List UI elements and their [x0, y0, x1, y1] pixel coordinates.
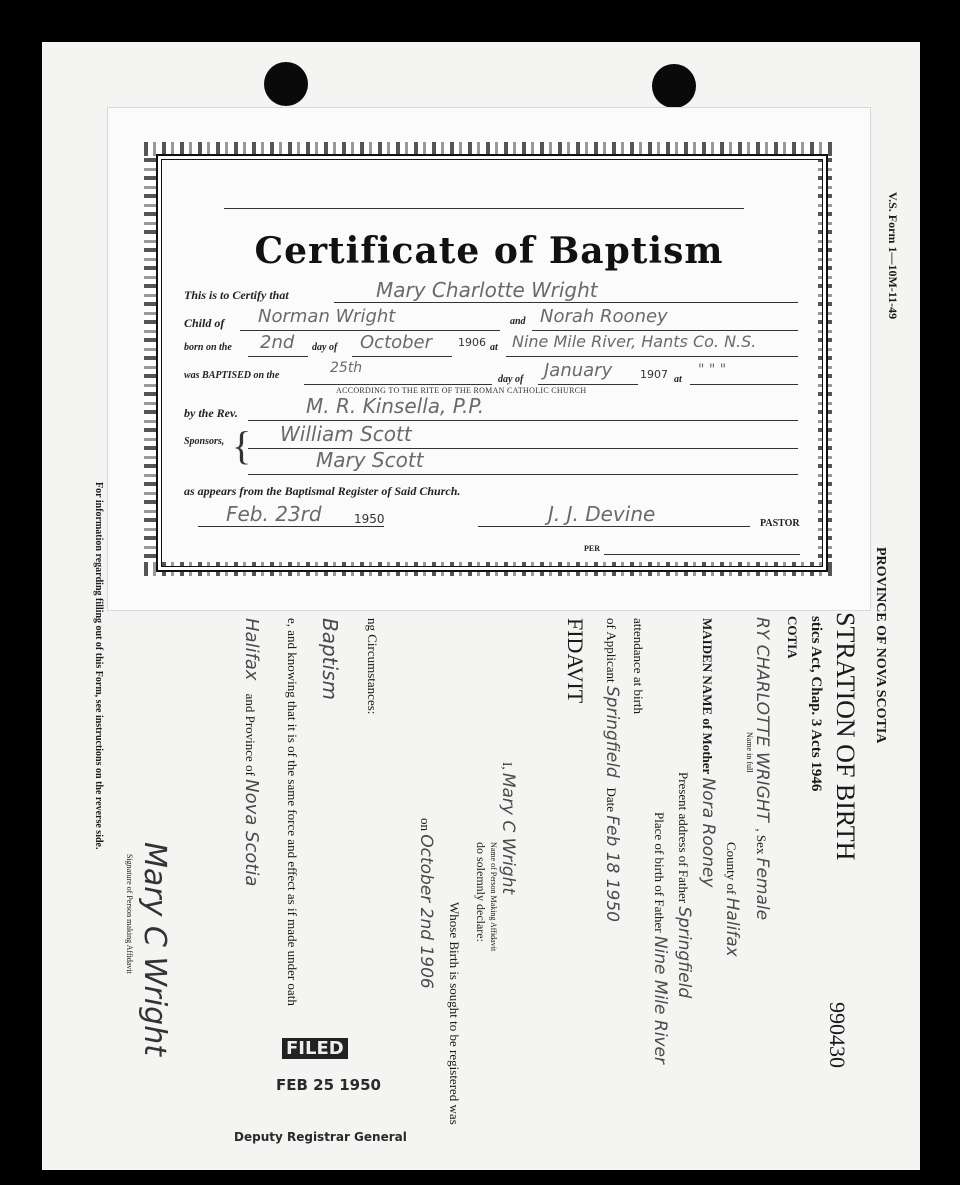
per-line [604, 554, 800, 555]
name-line: RY CHARLOTTE WRIGHT , Sex Female [752, 617, 772, 921]
rev-name: M. R. Kinsella, P.P. [306, 394, 485, 418]
child-of-label: Child of [184, 316, 225, 330]
sponsors-brace: { [232, 423, 252, 468]
serial-number: 990430 [825, 1002, 850, 1068]
baptised-year: 1907 [640, 368, 668, 381]
rev-line [248, 420, 798, 421]
of-applicant-label: of Applicant [604, 618, 619, 683]
place-of-birth-label: Place of birth of Father [652, 812, 667, 933]
affidavit-heading: FIDAVIT [563, 618, 588, 704]
punch-hole-right [652, 64, 696, 108]
born-day-of-label: day of [312, 342, 338, 353]
baptised-place-line [690, 384, 798, 385]
i-label: I, [500, 762, 515, 770]
hand-mother: Nora Rooney [698, 777, 718, 888]
born-year: 1906 [458, 336, 486, 349]
hand-province: Nova Scotia [241, 779, 262, 887]
address-line [674, 772, 694, 998]
attendance-label: attendance at birth [631, 618, 646, 715]
mother-line [698, 618, 718, 887]
born-place-line [506, 356, 798, 357]
circumstances-label: ng Circumstances: [365, 618, 380, 715]
register-label: as appears from the Baptismal Register of Said Church. [184, 484, 461, 498]
signature-label: Signature of Person making Affidavit [125, 854, 134, 974]
issue-date-line [198, 526, 384, 527]
pastor-label: PASTOR [760, 518, 800, 529]
born-place: Nine Mile River, Hants Co. N.S. [512, 332, 757, 351]
applicant-line [602, 618, 622, 922]
born-day: 2nd [260, 332, 295, 353]
name-of-person-label: Name of Person Making Affidavit [489, 842, 498, 952]
father-birth-line [650, 812, 670, 1064]
hand-name: RY CHARLOTTE WRIGHT [752, 617, 772, 822]
certificate-title: Certificate of Baptism [254, 230, 724, 272]
filed-date: FEB 25 1950 [276, 1076, 381, 1094]
county-line [722, 842, 742, 957]
province-of-label: and Province of [243, 693, 258, 776]
affiant-line [498, 762, 518, 894]
province-line [241, 618, 262, 886]
baptised-day-of-label: day of [498, 374, 524, 385]
rev-label: by the Rev. [184, 406, 238, 420]
pastor-signature: J. J. Devine [548, 502, 656, 526]
pastor-line [478, 526, 750, 527]
baptised-place: " " " [698, 362, 727, 378]
hand-signature: Mary C Wright [137, 842, 172, 1056]
form-title: STRATION OF BIRTH [831, 612, 860, 861]
baptised-month-line [538, 384, 638, 385]
baptised-day-line [304, 384, 492, 385]
solemnly-label: do solemnly declare: [474, 842, 488, 942]
form-act: stics Act, Chap. 3 Acts 1946 [808, 616, 824, 792]
present-address-label: Present address of Father [676, 772, 691, 904]
rite-label: ACCORDING TO THE RITE OF THE ROMAN CATHOLIC CHURCH [336, 386, 587, 395]
sponsor1: William Scott [280, 422, 412, 446]
hand-county: Halifax [722, 897, 742, 957]
sponsors-label: Sponsors, [184, 436, 225, 447]
knowing-label: e, and knowing that it is of the same force and effect as if made under oath [285, 618, 300, 1006]
and-label: and [510, 316, 526, 327]
maiden-name-label: MAIDEN NAME of Mother [700, 618, 715, 775]
certify-line [334, 302, 798, 303]
per-label: PER [584, 544, 600, 553]
father-line [240, 330, 500, 331]
name-in-full-label: Name in full [745, 732, 754, 773]
info-note: For information regarding filling out of this Form, see instructions on the reverse side. [93, 482, 104, 850]
date-label: Date [604, 787, 619, 813]
hand-address: Springfield [674, 906, 694, 999]
province-heading: PROVINCE OF NOVA SCOTIA [873, 547, 888, 744]
hand-birth-date: October 2nd 1906 [416, 834, 436, 989]
hand-halifax: Halifax [241, 618, 262, 681]
baptised-at-label: at [674, 374, 682, 385]
birth-date-line [416, 818, 436, 989]
top-rule [224, 208, 744, 209]
child-name: Mary Charlotte Wright [376, 278, 598, 302]
sponsor2-line [248, 474, 798, 475]
baptised-label: was BAPTISED on the [184, 370, 280, 381]
father-name: Norman Wright [258, 306, 396, 327]
baptism-certificate [108, 108, 870, 610]
born-month: October [360, 332, 433, 353]
born-month-line [352, 356, 452, 357]
hand-affiant: Mary C Wright [498, 772, 518, 895]
punch-hole-left [264, 62, 308, 106]
hand-sex: Female [752, 857, 772, 921]
baptised-day: 25th [330, 360, 363, 376]
hand-applicant: Springfield [602, 685, 622, 778]
on-label: on [418, 818, 433, 831]
hand-father-birth: Nine Mile River [650, 935, 670, 1064]
born-at-label: at [490, 342, 498, 353]
certify-label: This is to Certify that [184, 288, 289, 302]
form-code: V.S. Form 1—10M-11-49 [886, 192, 900, 320]
form-cotia: COTIA [785, 616, 800, 659]
registrar-stamp: Deputy Registrar General [234, 1130, 407, 1144]
issue-year: 1950 [354, 512, 385, 526]
sponsor2: Mary Scott [316, 448, 424, 472]
born-label: born on the [184, 342, 232, 353]
sex-label: Sex [754, 834, 769, 855]
issue-date: Feb. 23rd [226, 502, 322, 526]
mother-name: Norah Rooney [540, 306, 668, 327]
whose-birth-label: Whose Birth is sought to be registered was [447, 902, 462, 1125]
filed-stamp: FILED [282, 1038, 348, 1059]
hand-baptism: Baptism [318, 618, 342, 700]
born-day-line [248, 356, 308, 357]
mother-line [532, 330, 798, 331]
baptised-month: January [544, 360, 613, 381]
hand-date: Feb 18 1950 [602, 815, 622, 922]
county-label: County of [724, 842, 739, 895]
